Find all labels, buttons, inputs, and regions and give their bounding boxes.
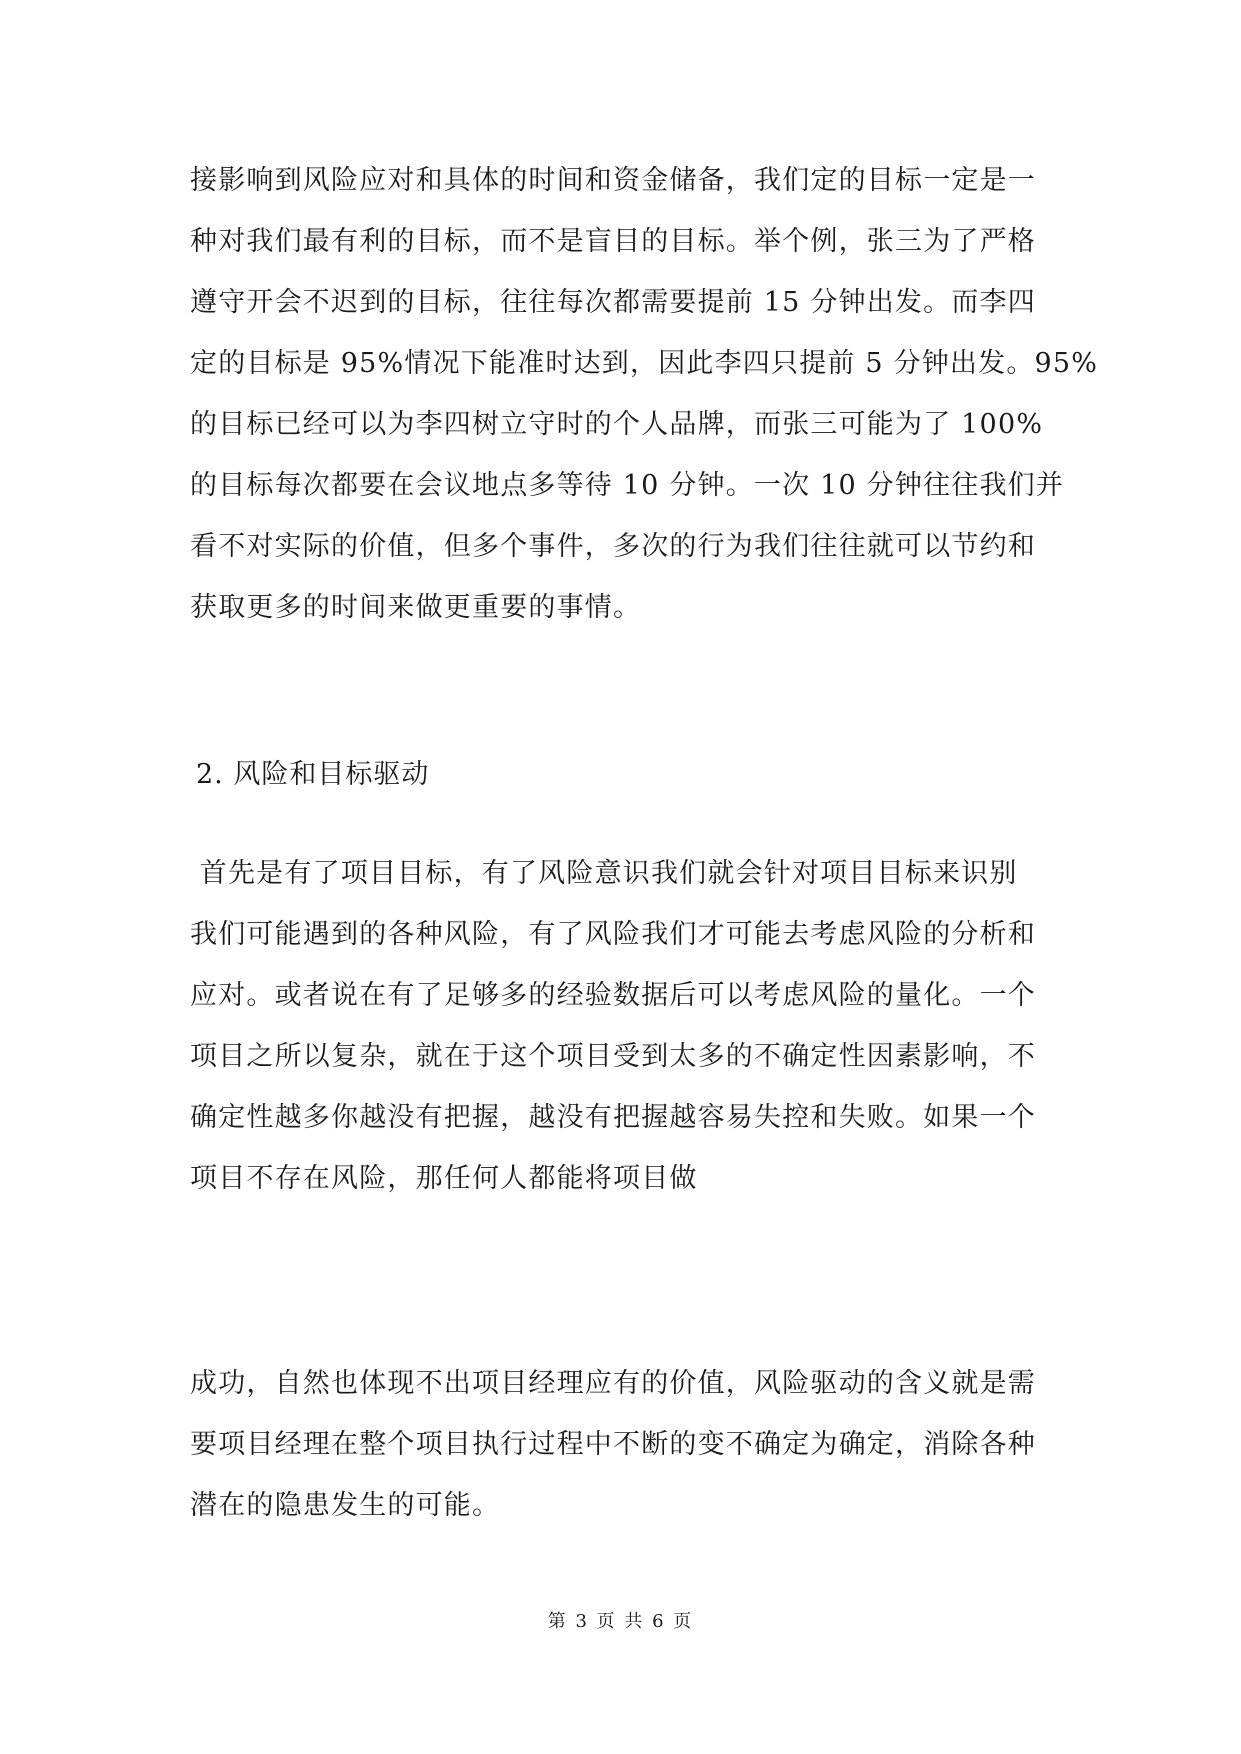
- paragraph-line: 种对我们最有利的目标，而不是盲目的目标。举个例，张三为了严格: [190, 226, 1036, 257]
- paragraph-line: 项目之所以复杂，就在于这个项目受到太多的不确定性因素影响，不: [190, 1041, 1036, 1072]
- paragraph-line: 潜在的隐患发生的可能。: [190, 1490, 501, 1521]
- paragraph-line: 的目标已经可以为李四树立守时的个人品牌，而张三可能为了 100%: [190, 409, 1044, 440]
- paragraph-line: 我们可能遇到的各种风险，有了风险我们才可能去考虑风险的分析和: [190, 919, 1036, 950]
- paragraph-line: 获取更多的时间来做更重要的事情。: [190, 592, 642, 623]
- paragraph-line: 项目不存在风险，那任何人都能将项目做: [190, 1163, 698, 1194]
- paragraph-line: 应对。或者说在有了足够多的经验数据后可以考虑风险的量化。一个: [190, 980, 1036, 1011]
- paragraph-line: 接影响到风险应对和具体的时间和资金储备，我们定的目标一定是一: [190, 165, 1036, 196]
- paragraph-2: [190, 843, 1060, 1209]
- paragraph-line: 遵守开会不迟到的目标，往往每次都需要提前 15 分钟出发。而李四: [190, 287, 1036, 318]
- paragraph-line: 成功，自然也体现不出项目经理应有的价值，风险驱动的含义就是需: [190, 1368, 1036, 1399]
- page-footer: 第 3 页 共 6 页: [547, 1611, 694, 1632]
- paragraph-line: 要项目经理在整个项目执行过程中不断的变不确定为确定，消除各种: [190, 1429, 1036, 1460]
- paragraph-line: 的目标每次都要在会议地点多等待 10 分钟。一次 10 分钟往往我们并: [190, 470, 1065, 501]
- paragraph-line: 首先是有了项目目标，有了风险意识我们就会针对项目目标来识别: [190, 858, 1018, 889]
- paragraph-1: [190, 150, 1099, 638]
- paragraph-line: 确定性越多你越没有把握，越没有把握越容易失控和失败。如果一个: [190, 1102, 1036, 1133]
- section-heading: 2. 风险和目标驱动: [196, 759, 430, 790]
- paragraph-line: 定的目标是 95%情况下能准时达到，因此李四只提前 5 分钟出发。95%: [190, 348, 1099, 379]
- paragraph-line: 看不对实际的价值，但多个事件，多次的行为我们往往就可以节约和: [190, 531, 1036, 562]
- paragraph-3: [190, 1353, 1060, 1536]
